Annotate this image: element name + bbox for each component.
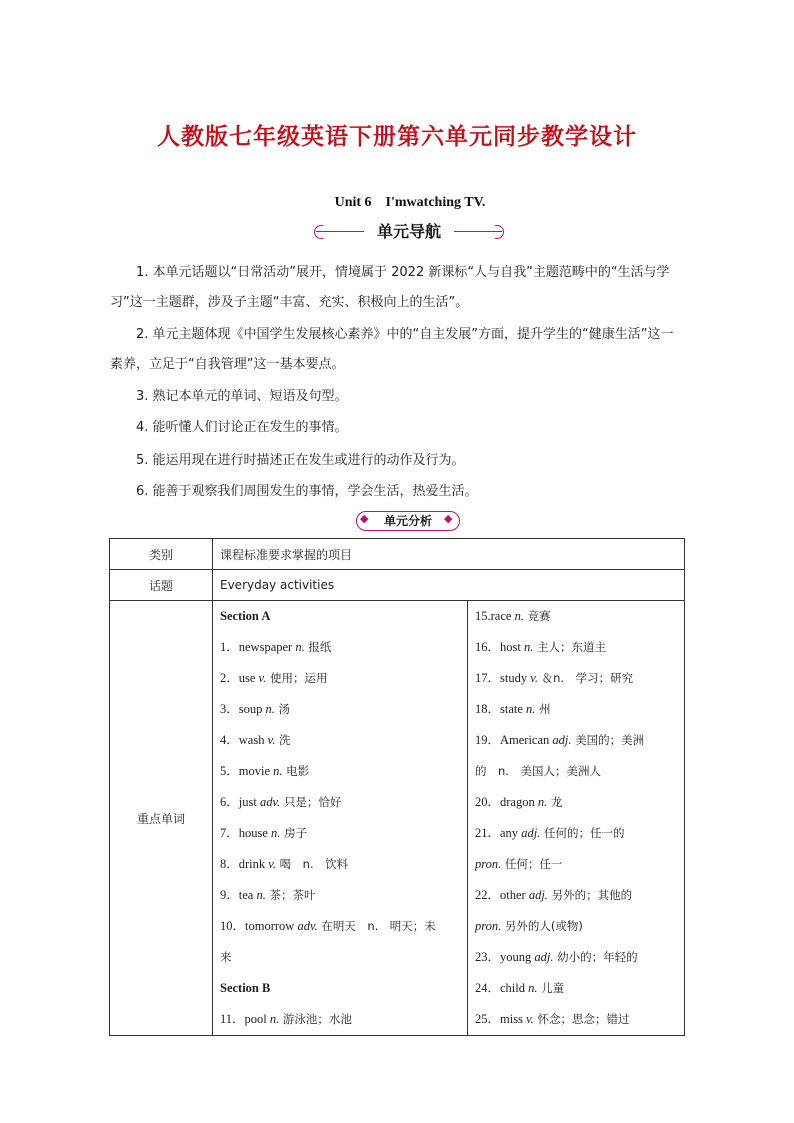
vocab-word: 9．tea — [220, 888, 254, 902]
vocab-part-of-speech: adv. — [297, 919, 318, 933]
words-right-column — [468, 601, 685, 1036]
objective-paragraph-5: 5. 能运用现在进行时描述正在发生或进行的动作及行为。 — [136, 453, 465, 468]
vocab-meaning: 茶；茶叶 — [265, 888, 316, 902]
vocab-meaning: 儿童 — [537, 981, 565, 995]
objective-paragraph-6: 6. 能善于观察我们周围发生的事情，学会生活，热爱生活。 — [136, 484, 478, 499]
vocab-meaning: 洗 — [275, 733, 291, 747]
vocab-word: 19．American — [475, 733, 550, 747]
vocab-line — [213, 849, 467, 880]
vocab-meaning: 在明天 n. 明天；未 — [317, 919, 436, 933]
vocab-word: 11．pool — [220, 1012, 267, 1026]
table-header-row — [110, 539, 685, 570]
banner-right-cap — [495, 225, 504, 239]
unit-navigation-banner — [314, 219, 504, 245]
vocab-word: 1．newspaper — [220, 640, 293, 654]
vocab-line — [213, 601, 467, 632]
vocab-word: 15.race — [475, 609, 512, 623]
table-row-words — [110, 601, 685, 1036]
vocab-line — [213, 1004, 467, 1035]
vocab-word: 3．soup — [220, 702, 263, 716]
objective-paragraph-4: 4. 能听懂人们讨论正在发生的事情。 — [136, 420, 348, 435]
vocab-word: 2．use — [220, 671, 256, 685]
vocab-word: 24．child — [475, 981, 525, 995]
vocab-meaning: 的 n. 美国人；美洲人 — [475, 764, 601, 778]
vocab-meaning: ＆n. 学习；研究 — [537, 671, 634, 685]
vocab-part-of-speech: v. — [258, 671, 267, 685]
vocab-part-of-speech: pron. — [475, 857, 502, 871]
vocab-meaning: 怀念；思念；错过 — [533, 1012, 630, 1026]
vocab-line — [213, 942, 467, 973]
vocab-word: 17．study — [475, 671, 528, 685]
vocab-line — [213, 911, 467, 942]
vocab-word: 6．just — [220, 795, 257, 809]
vocab-line — [213, 756, 467, 787]
vocab-part-of-speech: v. — [268, 857, 277, 871]
badge-label: 单元分析 — [383, 514, 432, 528]
banner-label: 单元导航 — [376, 222, 441, 241]
vocab-meaning: 幼小的；年轻的 — [553, 950, 638, 964]
vocab-meaning: 电影 — [282, 764, 310, 778]
vocab-meaning: 喝 n. 饮料 — [276, 857, 349, 871]
words-left-column — [213, 601, 468, 1036]
vocab-word: 23．young — [475, 950, 532, 964]
table-row-topic — [110, 570, 685, 601]
vocab-word: 20．dragon — [475, 795, 535, 809]
objective-paragraph-2: 2. 单元主题体现《中国学生发展核心素养》中的“自主发展”方面，提升学生的“健康生活”这一素养，立足于“自我管理”这一基本要点。 — [110, 327, 674, 372]
vocab-word: 16．host — [475, 640, 521, 654]
vocab-part-of-speech: n. — [295, 640, 305, 654]
vocab-word: Section A — [220, 609, 271, 623]
vocab-part-of-speech: adj. — [534, 950, 554, 964]
vocab-meaning: 龙 — [547, 795, 563, 809]
vocab-meaning: 报纸 — [304, 640, 332, 654]
double-chevron-right-icon: ◆ — [444, 512, 453, 525]
vocab-line — [213, 694, 467, 725]
vocab-word: 7．house — [220, 826, 268, 840]
vocab-meaning: 使用；运用 — [266, 671, 328, 685]
vocab-part-of-speech: n. — [265, 702, 275, 716]
vocab-meaning: 美国的；美洲 — [571, 733, 645, 747]
vocab-meaning: 任何的；任一的 — [540, 826, 625, 840]
vocab-part-of-speech: n. — [256, 888, 266, 902]
vocab-line — [468, 973, 684, 1004]
vocab-word: 8．drink — [220, 857, 266, 871]
vocab-meaning: 任何；任一 — [501, 857, 563, 871]
vocab-part-of-speech: v. — [526, 1012, 534, 1026]
vocab-word: 21．any — [475, 826, 519, 840]
vocab-meaning: 竞赛 — [523, 609, 551, 623]
vocab-meaning: 另外的人(或物) — [501, 919, 583, 933]
vocab-word: 4．wash — [220, 733, 265, 747]
vocab-part-of-speech: adv. — [259, 795, 281, 809]
vocab-line — [468, 725, 684, 756]
vocab-part-of-speech: n. — [269, 1012, 280, 1026]
vocab-meaning: 州 — [535, 702, 551, 716]
analysis-table — [109, 538, 685, 1036]
vocab-line — [213, 880, 467, 911]
vocab-meaning: 另外的；其他的 — [547, 888, 633, 902]
vocab-line — [468, 756, 684, 787]
vocab-meaning: 房子 — [280, 826, 308, 840]
vocab-word: Section B — [220, 981, 271, 995]
vocab-part-of-speech: n. — [273, 764, 283, 778]
vocab-line — [468, 849, 684, 880]
vocab-line — [213, 725, 467, 756]
vocab-meaning: 来 — [220, 950, 232, 964]
vocab-line — [468, 1004, 684, 1035]
vocab-meaning: 只是；恰好 — [280, 795, 342, 809]
vocab-word: 25．miss — [475, 1012, 523, 1026]
vocab-line — [468, 787, 684, 818]
vocab-part-of-speech: adj. — [521, 826, 541, 840]
objective-paragraph-3: 3. 熟记本单元的单词、短语及句型。 — [136, 389, 348, 404]
vocab-part-of-speech: adj. — [528, 888, 548, 902]
unit-subtitle: Unit 6 I'mwatching TV. — [334, 195, 486, 210]
vocab-part-of-speech: pron. — [475, 919, 502, 933]
vocab-line — [468, 942, 684, 973]
vocab-line — [213, 787, 467, 818]
vocab-meaning: 游泳池；水池 — [279, 1012, 352, 1026]
vocab-part-of-speech: n. — [271, 826, 281, 840]
vocab-line — [468, 911, 684, 942]
header-category: 类别 — [110, 539, 213, 570]
header-items: 课程标准要求掌握的项目 — [213, 539, 685, 570]
vocab-word: 22．other — [475, 888, 526, 902]
vocab-part-of-speech: v. — [530, 671, 538, 685]
vocab-part-of-speech: n. — [537, 795, 548, 809]
vocab-line — [468, 632, 684, 663]
unit-analysis-badge — [348, 509, 468, 531]
document-title: 人教版七年级英语下册第六单元同步教学设计 — [157, 124, 637, 150]
vocab-word: 5．movie — [220, 764, 270, 778]
vocab-line — [468, 818, 684, 849]
vocab-word: 18．state — [475, 702, 523, 716]
objective-paragraph-1: 1. 本单元话题以“日常活动”展开，情境属于 2022 新课标“人与自我”主题范畴中的“生活与学习”这一主题群，涉及子主题“丰富、充实、积极向上的生活”。 — [110, 265, 670, 310]
vocab-word: 10．tomorrow — [220, 919, 295, 933]
vocab-part-of-speech: n. — [528, 981, 538, 995]
vocab-meaning: 汤 — [274, 702, 291, 716]
double-chevron-left-icon: ◆ — [360, 512, 369, 525]
vocab-part-of-speech: n. — [526, 702, 536, 716]
vocab-line — [213, 818, 467, 849]
vocab-line — [468, 663, 684, 694]
vocab-line — [213, 663, 467, 694]
vocab-part-of-speech: n. — [514, 609, 524, 623]
vocab-part-of-speech: adj. — [552, 733, 572, 747]
vocab-part-of-speech: v. — [267, 733, 276, 747]
banner-left-rule — [316, 231, 364, 232]
vocab-line — [468, 880, 684, 911]
vocab-line — [213, 632, 467, 663]
topic-label: 话题 — [110, 570, 213, 601]
topic-value: Everyday activities — [213, 570, 685, 601]
vocab-line — [213, 973, 467, 1004]
vocab-line — [468, 694, 684, 725]
vocab-meaning: 主人；东道主 — [533, 640, 606, 654]
banner-left-cap — [314, 225, 323, 239]
words-label: 重点单词 — [110, 601, 213, 1036]
vocab-part-of-speech: n. — [523, 640, 534, 654]
vocab-line — [468, 601, 684, 632]
